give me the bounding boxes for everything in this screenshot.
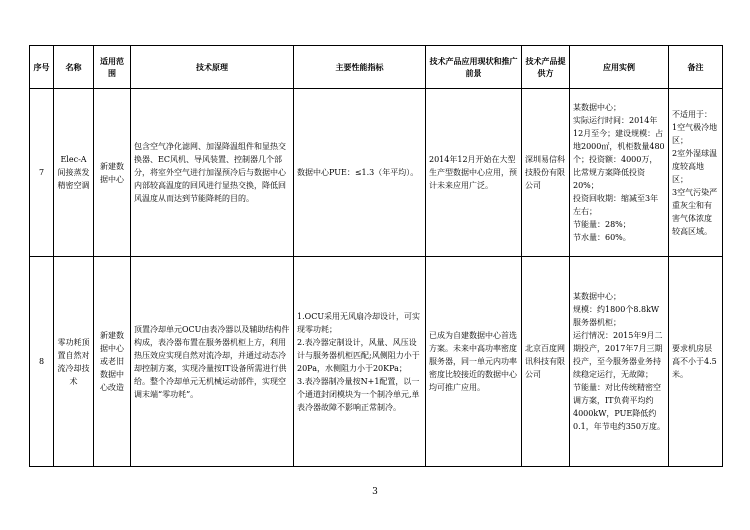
performance-item: 2.表冷器定制设计，风量、风压设计与服务器机柜匹配;风侧阻力小于20Pa，水侧阻力小于20KPa； [297,337,420,373]
example-item: 实际运行时间：2014年12月至今；建设规模：占地2000㎡，机柜数量480个；投资额：4000万，比常规方案降低投资20%； [573,116,665,190]
example-item: 投资回收期：缩减至3年左右； [573,194,659,216]
header-no: 序号 [30,46,54,89]
row-name: 零功耗顶置自然对流冷却技术 [54,257,94,467]
row-examples [570,257,669,467]
header-examples: 应用实例 [570,46,669,89]
header-status: 技术产品应用现状和推广前景 [426,46,522,89]
row-remarks [669,89,723,257]
row-scope: 新建数据中心或老旧数据中心改造 [94,257,131,467]
row-status: 已成为自建数据中心首选方案。未来中高功率密度服务器，同一单元内功率密度比较接近的数据中心均可推广应用。 [426,257,522,467]
row-provider: 北京百度网讯科技有限公司 [522,257,570,467]
row-principle: 包含空气净化滤网、加湿降温组件和显热交换器、EC风机、导风装置、控制器几个部分，将室外空气进行加湿预冷后与数据中心内部较高温度的回风进行显热交换，降低回风温度从而达到节能降耗的目的。 [131,89,294,257]
performance-item: 3.表冷器制冷量按N+1配置，以一个通道封闭模块为一个制冷单元,单表冷器故障不影响正常制冷。 [297,376,420,412]
remark-item: 1空气极冷地区； [672,122,718,145]
example-item: 规模：约1800个8.8kW服务器机柜； [573,305,660,327]
row-examples [570,89,669,257]
remark-item: 2室外湿球温度较高地区； [672,148,718,184]
header-scope: 适用范围 [94,46,131,89]
example-item: 运行情况：2015年9月二期投产，2017年7月三期投产，至今服务器业务持续稳定运行，无故障； [573,331,663,379]
performance-item: 1.OCU采用无风扇冷却设计，可实现零功耗； [297,311,421,334]
example-item: 节能量：对比传统精密空调方案，IT负荷平均约4000kW，PUE降低约0.1，年节电约350万度。 [573,383,665,431]
example-item: 节能量：28%； [573,220,631,229]
row-provider: 深圳易信科技股份有限公司 [522,89,570,257]
header-provider: 技术产品提供方 [522,46,570,89]
table-header-row [30,46,723,89]
example-item: 节水量：60%。 [573,233,631,242]
example-item: 某数据中心； [573,103,621,112]
row-no: 7 [30,89,54,257]
header-principle: 技术原理 [131,46,294,89]
table-row [30,89,723,257]
header-performance: 主要性能指标 [294,46,426,89]
page-number: 3 [372,487,378,497]
row-scope: 新建数据中心 [94,89,131,257]
row-performance [294,89,426,257]
example-item: 某数据中心； [573,292,621,301]
technology-table [29,45,723,467]
remark-item: 3空气污染严重灰尘和有害气体浓度较高区域。 [672,187,718,236]
row-status: 2014年12月开始在大型生产型数据中心应用，预计未来应用广泛。 [426,89,522,257]
row-no: 8 [30,257,54,467]
row-performance [294,257,426,467]
row-remarks [669,257,723,467]
remark-item: 要求机房层高不小于4.5米。 [672,344,717,379]
performance-item: 数据中心PUE：≤1.3（年平均）。 [297,168,419,177]
row-name: Elec-A间接蒸发精密空调 [54,89,94,257]
row-principle: 顶置冷却单元OCU由表冷器以及辅助结构件构成，表冷器布置在服务器机柜上方，利用热压效应实现自然对流冷却，并通过动态冷却控制方案，实现冷量按IT设备所需进行供给。整个冷却单元无机械运动部件，实现空调末端“零功耗”。 [131,257,294,467]
remark-item: 不适用于： [672,109,712,119]
table-row [30,257,723,467]
header-remarks: 备注 [669,46,723,89]
header-name: 名称 [54,46,94,89]
